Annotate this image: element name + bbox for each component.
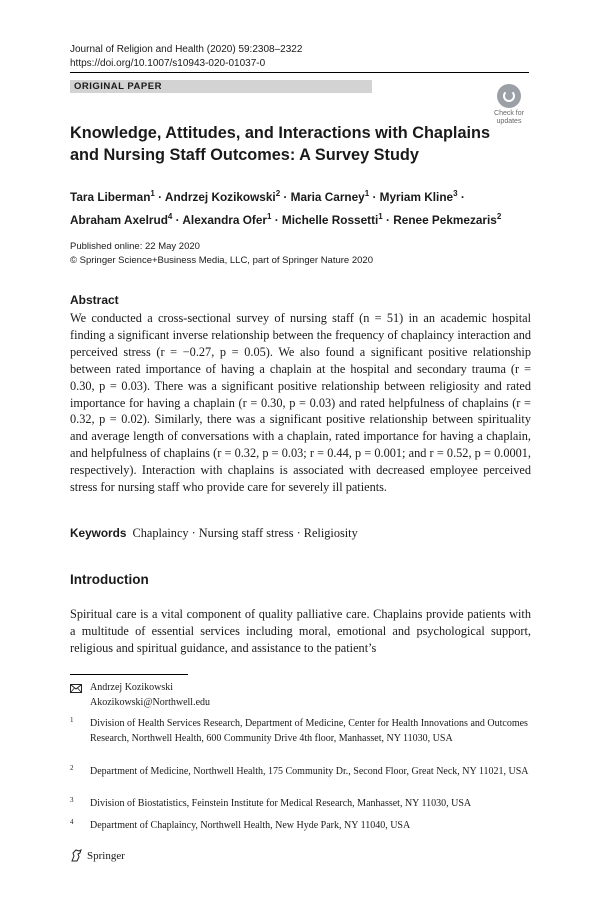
publication-info — [70, 240, 373, 268]
author-name[interactable]: Abraham Axelrud — [70, 212, 168, 227]
keywords — [70, 526, 358, 541]
journal-citation: Journal of Religion and Health (2020) 59:2308–2322 — [70, 44, 303, 55]
author-affiliation-ref: 1 — [266, 211, 272, 221]
author-name[interactable]: Michelle Rossetti — [281, 212, 379, 227]
publisher-name: Springer — [87, 849, 125, 862]
affiliation — [70, 818, 530, 833]
updates-label-1: Check for — [494, 110, 524, 117]
author-name[interactable]: Tara Liberman — [70, 189, 151, 204]
publisher-footer — [70, 849, 125, 862]
keywords-list: Chaplaincy · Nursing staff stress · Religiosity — [132, 526, 358, 540]
copyright-notice: © Springer Science+Business Media, LLC, part of Springer Nature 2020 — [70, 255, 373, 266]
updates-icon — [497, 84, 521, 108]
author-name[interactable]: Andrzej Kozikowski — [164, 189, 276, 204]
journal-header — [70, 43, 302, 71]
author-affiliation-ref: 4 — [167, 211, 173, 221]
keywords-label: Keywords — [70, 526, 127, 540]
author-affiliation-ref: 3 — [453, 189, 458, 198]
affiliation-number: 4 — [70, 818, 74, 826]
corresponding-name: Andrzej Kozikowski — [90, 682, 174, 693]
affiliation — [70, 764, 530, 779]
title-line-2: and Nursing Staff Outcomes: A Survey Study — [70, 146, 419, 164]
author-name[interactable]: Maria Carney — [290, 189, 365, 204]
affiliation-text: Department of Chaplaincy, Northwell Health, New Hyde Park, NY 11040, USA — [90, 820, 411, 831]
introduction-text: Spiritual care is a vital component of quality palliative care. Chaplains provide patients with a multitude of essential services including moral, emotional and psychological support, religious and spiritual guidance, and assistance to the patient’s — [70, 607, 531, 655]
abstract-heading: Abstract — [70, 293, 119, 307]
corresponding-author — [90, 680, 210, 710]
author-list: Tara Liberman$^1$ · Andrzej Kozikowski$^2$ · Maria Carney$^1$ · Myriam Kline$^3$ · Abraham Axelrud$^4$ · Alexandra Ofer$^1$ · Michelle Rossetti$^1$ · Renee Pekmezaris$^2$ — [70, 189, 502, 227]
affiliation — [70, 796, 530, 811]
affiliation-number: 1 — [70, 716, 74, 724]
affiliation-text: Division of Biostatistics, Feinstein Institute for Medical Research, Manhasset, NY 11030, USA — [90, 798, 472, 809]
author-name[interactable]: Myriam Kline — [379, 189, 454, 204]
springer-horse-icon — [70, 849, 83, 862]
author-affiliation-ref: 1 — [150, 189, 155, 198]
envelope-icon — [70, 684, 82, 693]
article-type-banner: ORIGINAL PAPER — [70, 80, 372, 93]
updates-label-2: updates — [496, 118, 522, 125]
author-affiliation-ref: 1 — [364, 189, 370, 198]
affiliation-text: Department of Medicine, Northwell Health, 175 Community Dr., Second Floor, Great Neck, NY 11021, USA — [90, 766, 529, 777]
affiliation — [70, 716, 530, 746]
header-rule — [70, 72, 529, 73]
footnote-rule — [70, 674, 188, 675]
introduction-heading: Introduction — [70, 572, 149, 587]
article-title — [70, 122, 530, 166]
corresponding-email[interactable]: Akozikowski@Northwell.edu — [90, 697, 211, 708]
author-affiliation-ref: 2 — [496, 211, 502, 221]
author-affiliation-ref: 2 — [275, 189, 281, 198]
affiliation-number: 2 — [70, 764, 74, 772]
title-line-1: Knowledge, Attitudes, and Interactions with Chaplains — [70, 124, 491, 142]
affiliation-text: Division of Health Services Research, Department of Medicine, Center for Health Innovations and Outcomes Research, Northwell Health, 600 Community Drive 4th floor, Manhasset, NY 11030, USA — [90, 718, 528, 744]
author-name[interactable]: Renee Pekmezaris — [393, 212, 497, 227]
author-affiliation-ref: 1 — [378, 211, 383, 221]
abstract-text: We conducted a cross-sectional survey of nursing staff (n = 51) in an academic hospital finding a significant inverse relationship between the frequency of chaplaincy interaction and perceived stress (r = −0.27, p = 0.05). We also found a significant positive relationship between rated importance of having a chaplain at the hospital and secondary trauma (r = 0.30, p = 0.03). There was a significant positive relationship between religiosity and rated importance for having a chaplain (r = 0.30, p = 0.03) and rated helpfulness of chaplains (r = 0.32, p = 0.02). Similarly, there was a significant positive relationship between spirituality and average length of conversations with a chaplain, rated importance for having a chaplain, and helpfulness of chaplains (r = 0.32, p = 0.03; r = 0.44, p = 0.001; and r = 0.52, p = 0.0001, respectively). Interaction with chaplains is associated with decreased employee perceived stress for nursing staff who provide care for severely ill patients. — [70, 311, 531, 495]
author-name[interactable]: Alexandra Ofer — [182, 212, 267, 227]
doi-link[interactable]: https://doi.org/10.1007/s10943-020-01037-0 — [70, 58, 266, 69]
affiliation-number: 3 — [70, 796, 74, 804]
published-date: Published online: 22 May 2020 — [70, 241, 200, 252]
